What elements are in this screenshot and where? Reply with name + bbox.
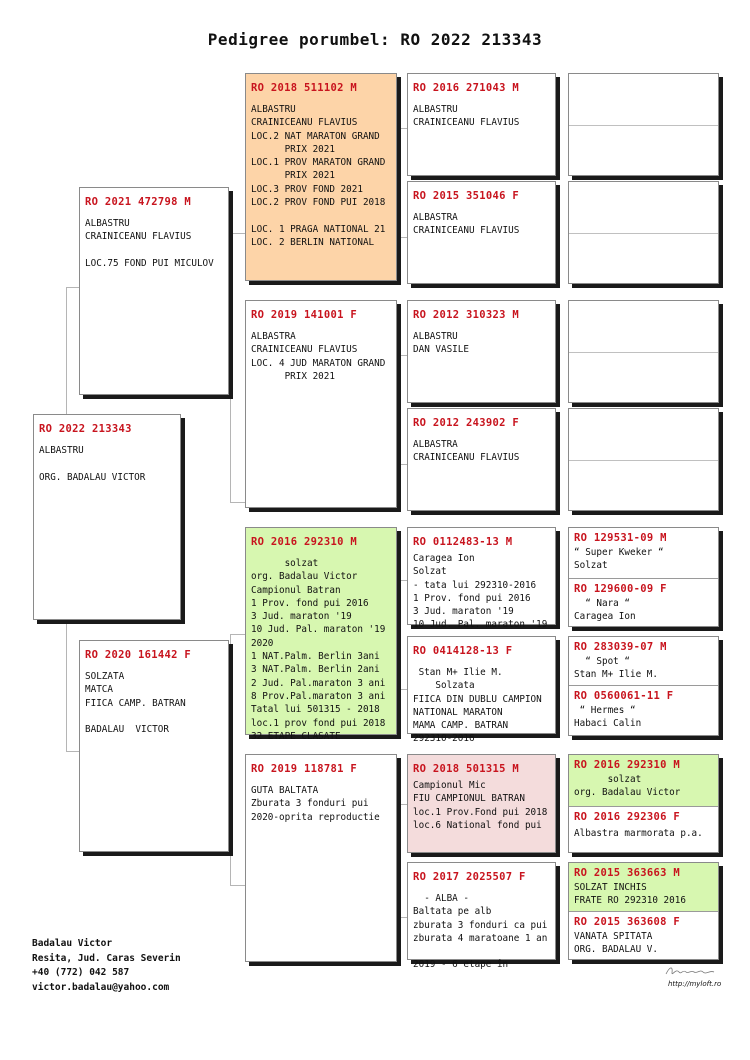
card-text: ALBASTRU ORG. BADALAU VICTOR <box>39 445 146 483</box>
pedigree-card-gen4 <box>407 754 556 853</box>
card-text: “ Spot “ Stan M+ Ilie M. <box>574 656 658 681</box>
pedigree-card-gen5-pair <box>568 862 719 960</box>
ring-number: RO 2018 511102 M <box>251 82 357 94</box>
ring-number: RO 129600-09 F <box>574 583 667 595</box>
ring-number: RO 2017 2025507 F <box>413 871 526 883</box>
card-text: ALBASTRA CRAINICEANU FLAVIUS <box>413 439 520 464</box>
pedigree-card-gen4 <box>407 527 556 631</box>
gen5-cell-sire <box>569 863 718 911</box>
field-line <box>569 460 718 461</box>
ring-number: RO 2022 213343 <box>39 423 132 435</box>
pedigree-card-gen4 <box>407 181 556 284</box>
ring-number: RO 2019 118781 F <box>251 763 357 775</box>
card-text: ALBASTRU CRAINICEANU FLAVIUS LOC.75 FOND PUI MICULOV <box>85 218 214 269</box>
gen5-cell-sire <box>569 637 718 685</box>
signature-icon <box>664 964 720 978</box>
pedigree-card-subject <box>33 414 181 620</box>
pedigree-card-gen4 <box>407 408 556 511</box>
ring-number: RO 0560061-11 F <box>574 690 674 702</box>
card-text: ALBASTRU CRAINICEANU FLAVIUS LOC.2 NAT MARATON GRAND PRIX 2021 LOC.1 PROV MARATON GRAND PRIX 2021 LOC.3 PROV FOND 2021 LOC.2 PROV FOND PUI 2018 LOC. 1 PRAGA NATIONAL 21 LOC. 2 BERLIN NATIONAL <box>251 104 386 248</box>
card-text: GUTA BALTATA Zburata 3 fonduri pui 2020-oprita reproductie <box>251 785 380 823</box>
card-text: “ Super Kweker “ Solzat <box>574 547 664 572</box>
card-text: - ALBA - Baltata pe alb zburata 3 fonduri ca pui zburata 4 maratoane 1 an 2019 - 6 etape în <box>413 893 548 971</box>
card-text: ALBASTRU DAN VASILE <box>413 331 469 356</box>
pedigree-card-gen5-pair <box>568 754 719 853</box>
ring-number: RO 283039-07 M <box>574 641 667 653</box>
pedigree-card-sire <box>79 187 229 395</box>
connector-line <box>230 233 246 503</box>
page-title: Pedigree porumbel: RO 2022 213343 <box>207 30 543 49</box>
pedigree-card-gen3 <box>245 300 397 508</box>
card-text: solzat org. Badalau Victor Campionul Batran 1 Prov. fond pui 2016 3 Jud. maraton '19 10 Jud. Pal. maraton '19 2020 1 NAT.Palm. Berlin 3ani 3 NAT.Palm. Berlin 2ani 2 Jud. Pal.maraton 3 ani 8 Prov.Pal.maraton 3 ani Tatal lui 501315 - 2018 loc.1 prov fond pui 2018 32 ETAPE CLASATE <box>251 558 386 742</box>
pedigree-card-gen3 <box>245 754 397 962</box>
ring-number: RO 2021 472798 M <box>85 196 191 208</box>
gen5-cell-dam <box>569 806 718 855</box>
ring-number: RO 2012 243902 F <box>413 417 519 429</box>
gen5-cell-dam <box>569 911 718 962</box>
card-text: ALBASTRA CRAINICEANU FLAVIUS <box>413 212 520 237</box>
ring-number: RO 2018 501315 M <box>413 763 519 775</box>
card-text: Campionul Mic FIU CAMPIONUL BATRAN loc.1 Prov.Fond pui 2018 loc.6 National fond pui <box>413 780 548 831</box>
card-text: SOLZATA MATCA FIICA CAMP. BATRAN BADALAU VICTOR <box>85 671 186 736</box>
ring-number: RO 2015 351046 F <box>413 190 519 202</box>
ring-number: RO 0414128-13 F <box>413 645 513 657</box>
card-text: “ Nara “ Caragea Ion <box>574 598 636 623</box>
ring-number: RO 2016 271043 M <box>413 82 519 94</box>
pedigree-card-gen5-pair <box>568 300 719 403</box>
pedigree-card-gen4 <box>407 862 556 971</box>
pedigree-card-gen5-pair <box>568 636 719 736</box>
pedigree-card-dam <box>79 640 229 852</box>
ring-number: RO 2016 292306 F <box>574 811 680 823</box>
pedigree-card-gen5-pair <box>568 181 719 284</box>
ring-number: RO 2016 292310 M <box>251 536 357 548</box>
contact-info: Badalau Victor Resita, Jud. Caras Severin +40 (772) 042 587 victor.badalau@yahoo.com <box>32 938 181 993</box>
ring-number: RO 129531-09 M <box>574 532 667 544</box>
card-text: solzat org. Badalau Victor <box>574 774 681 799</box>
card-text: Albastra marmorata p.a. <box>574 828 703 839</box>
field-line <box>569 125 718 126</box>
ring-number: RO 2016 292310 M <box>574 759 680 771</box>
card-text: VANATA SPITATA ORG. BADALAU V. <box>574 931 658 956</box>
ring-number: RO 0112483-13 M <box>413 536 513 548</box>
pedigree-card-gen5-pair <box>568 73 719 176</box>
pedigree-card-gen4 <box>407 73 556 176</box>
card-text: “ Hermes “ Habaci Calin <box>574 705 642 730</box>
card-text: Caragea Ion Solzat - tata lui 292310-2016 1 Prov. fond pui 2016 3 Jud. maraton '19 10 Jud. Pal. maraton '19 <box>413 553 548 631</box>
gen5-cell-dam <box>569 578 718 629</box>
card-text: ALBASTRA CRAINICEANU FLAVIUS LOC. 4 JUD MARATON GRAND PRIX 2021 <box>251 331 386 382</box>
pedigree-card-gen3 <box>245 527 397 742</box>
ring-number: RO 2019 141001 F <box>251 309 357 321</box>
pedigree-card-gen4 <box>407 636 556 745</box>
ring-number: RO 2015 363663 M <box>574 867 680 879</box>
gen5-cell-sire <box>569 528 718 578</box>
ring-number: RO 2020 161442 F <box>85 649 191 661</box>
gen5-cell-sire <box>569 755 718 806</box>
pedigree-card-gen4 <box>407 300 556 403</box>
field-line <box>569 352 718 353</box>
ring-number: RO 2015 363608 F <box>574 916 680 928</box>
website-link[interactable]: http://myloft.ro <box>668 980 722 988</box>
card-text: Stan M+ Ilie M. Solzata FIICA DIN DUBLU CAMPION NATIONAL MARATON MAMA CAMP. BATRAN 292310-2016 <box>413 667 542 745</box>
pedigree-card-gen5-pair <box>568 527 719 627</box>
pedigree-card-gen5-pair <box>568 408 719 511</box>
ring-number: RO 2012 310323 M <box>413 309 519 321</box>
gen5-cell-dam <box>569 685 718 738</box>
pedigree-card-gen3 <box>245 73 397 281</box>
card-text: SOLZAT INCHIS FRATE RO 292310 2016 <box>574 882 686 907</box>
connector-line <box>230 634 246 886</box>
field-line <box>569 233 718 234</box>
card-text: ALBASTRU CRAINICEANU FLAVIUS <box>413 104 520 129</box>
